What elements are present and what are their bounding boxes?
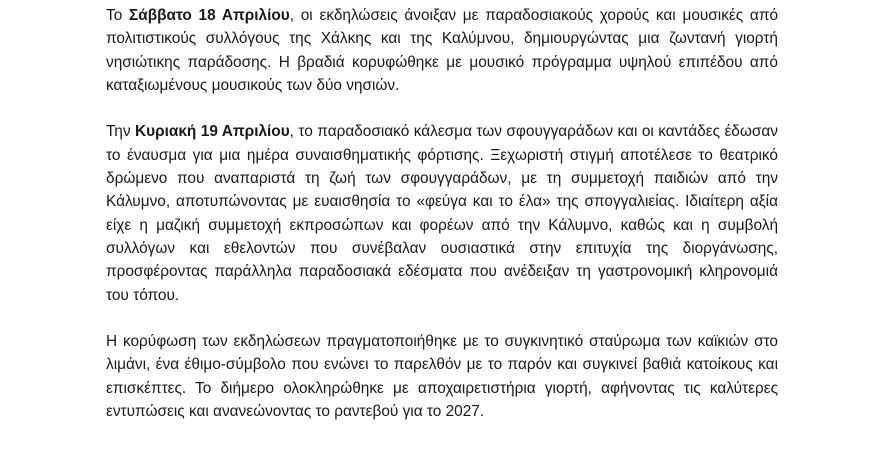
paragraph-saturday-lead: Το <box>106 7 130 24</box>
date-saturday: Σάββατο 18 Απριλίου <box>129 7 290 24</box>
paragraph-saturday-text: , οι εκδηλώσεις άνοιξαν με παραδοσιακούς χορούς και μουσικές από πολιτιστικούς συλλόγους της Χάλκης και της Καλύμνου, δημιουργώντας μια ζωντανή γιορτή νησιώτικης παράδοσης. Η βραδιά κορυφώθηκε με μουσικό πρόγραμμα υψηλού επιπέδου από καταξιωμένους μουσικούς των δύο νησιών. <box>106 7 779 94</box>
paragraph-saturday <box>106 4 778 97</box>
paragraph-closing: Η κορύφωση των εκδηλώσεων πραγματοποιήθηκε με το συγκινητικό σταύρωμα των καϊκιών στο λιμάνι, ένα έθιμο-σύμβολο που ενώνει το παρελθόν με το παρόν και συγκινεί βαθιά κατοίκους και επισκέπτες. Το διήμερο ολοκληρώθηκε με αποχαιρετιστήρια γιορτή, αφήνοντας τις καλύτερες εντυπώσεις και ανανεώνοντας το ραντεβού για το 2027. <box>106 333 778 421</box>
document-body <box>106 4 778 447</box>
paragraph-sunday-text: , το παραδοσιακό κάλεσμα των σφουγγαράδων και οι καντάδες έδωσαν το έναυσμα για μια ημέρα συναισθηματικής φόρτισης. Ξεχωριστή στιγμή αποτέλεσε το θεατρικό δρώμενο που αναπαριστά τη ζωή των σφουγγαράδων, με τη συμμετοχή παιδιών από την Κάλυμνο, αποτυπώνοντας με ευαισθησία το «φεύγα και το έλα» της σπογγαλιείας. Ιδιαίτερη αξία είχε η μαζική συμμετοχή εκπροσώπων και φορέων από την Κάλυμνο, καθώς και η συμβολή συλλόγων και εθελοντών που συνέβαλαν ουσιαστικά στην επιτυχία της διοργάνωσης, προσφέροντας παράλληλα παραδοσιακά εδέσματα που ανέδειξαν τη γαστρονομική κληρονομιά του τόπου. <box>106 123 778 304</box>
date-sunday: Κυριακή 19 Απριλίου <box>135 123 290 141</box>
paragraph-sunday-lead: Την <box>106 123 135 141</box>
paragraph-sunday <box>106 120 778 306</box>
